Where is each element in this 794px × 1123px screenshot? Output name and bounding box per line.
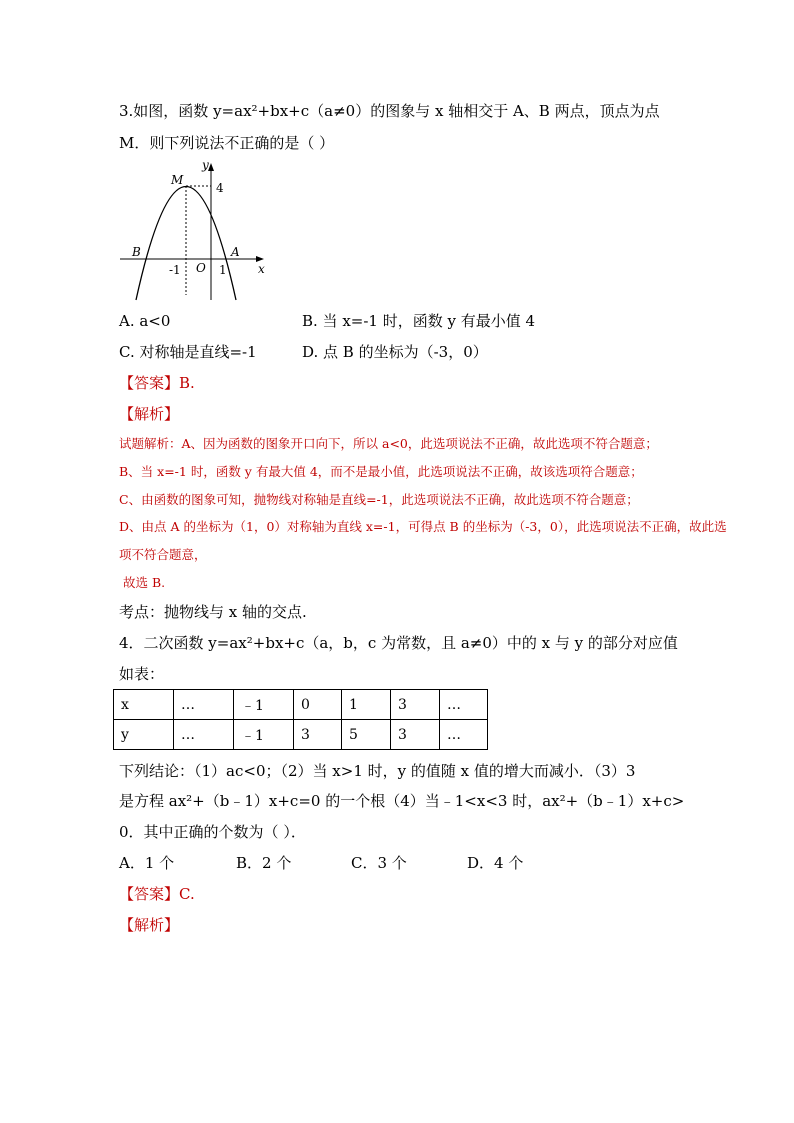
q4-conclusion-line3: 0．其中正确的个数为（ ）． <box>119 823 306 841</box>
answer-value: B. <box>179 374 195 392</box>
q3-analysis-line: 试题解析：A、因为函数的图象开口向下，所以 a<0，此选项说法不正确，故此选项不符合题意； <box>119 436 658 451</box>
q3-kaodian: 考点：抛物线与 x 轴的交点. <box>119 603 307 621</box>
origin-label: O <box>196 261 206 275</box>
table-cell: … <box>440 690 488 720</box>
q3-option-a: A. a<0 <box>119 312 171 330</box>
q3-option-b: B. 当 x=-1 时，函数 y 有最小值 4 <box>302 312 536 330</box>
q3-analysis-line: B、当 x=-1 时，函数 y 有最大值 4，而不是最小值，此选项说法不正确，故该选项符合题意； <box>119 464 643 479</box>
q3-analysis-tag: 【解析】 <box>119 405 180 423</box>
table-cell: … <box>440 720 488 750</box>
table-cell: 3 <box>294 720 342 750</box>
q3-stem-line1: 3.如图，函数 y=ax²+bx+c（a≠0）的图象与 x 轴相交于 A、B 两点，顶点为点 <box>119 102 660 120</box>
q4-conclusion-line2: 是方程 ax²+（b﹣1）x+c=0 的一个根（4）当﹣1<x<3 时，ax²+（b﹣1）x+c> <box>119 792 685 810</box>
y-four-label: 4 <box>216 181 224 195</box>
q4-stem-line1: 4．二次函数 y=ax²+bx+c（a，b，c 为常数，且 a≠0）中的 x 与 y 的部分对应值 <box>119 634 678 652</box>
q4-conclusion-line1: 下列结论：（1）ac<0；（2）当 x>1 时，y 的值随 x 值的增大而减小．（3）3 <box>119 762 636 780</box>
q4-option-a: A．1 个 <box>119 854 175 872</box>
q3-analysis-line: C、由函数的图象可知，抛物线对称轴是直线=-1，此选项说法不正确，故此选项不符合题意； <box>119 492 639 507</box>
q4-option-d: D．4 个 <box>467 854 524 872</box>
table-cell: 0 <box>294 690 342 720</box>
point-b-label: B <box>132 245 141 259</box>
table-cell: … <box>174 690 234 720</box>
table-row <box>114 720 488 750</box>
q3-analysis-line: 故选 B. <box>123 575 166 590</box>
table-cell: 3 <box>391 720 440 750</box>
table-cell: 5 <box>342 720 391 750</box>
x-one-label: 1 <box>219 263 227 277</box>
q3-option-d: D. 点 B 的坐标为（-3，0） <box>302 343 488 361</box>
answer-value: C. <box>179 885 195 903</box>
q3-analysis-line: 项不符合题意， <box>119 547 207 562</box>
y-axis-label: y <box>202 158 209 172</box>
q4-value-table <box>113 689 488 750</box>
x-axis-label: x <box>258 262 265 276</box>
table-cell: 3 <box>391 690 440 720</box>
table-cell: 1 <box>342 690 391 720</box>
q3-analysis-line: D、由点 A 的坐标为（1，0）对称轴为直线 x=-1，可得点 B 的坐标为（-3，0），此选项说法不正确，故此选 <box>119 519 727 534</box>
table-cell: … <box>174 720 234 750</box>
q4-option-b: B．2 个 <box>236 854 292 872</box>
table-cell: y <box>114 720 174 750</box>
point-a-label: A <box>231 245 240 259</box>
table-cell: x <box>114 690 174 720</box>
q3-stem-line2: M．则下列说法不正确的是（ ） <box>119 134 335 152</box>
q4-stem-line2: 如表： <box>119 665 165 683</box>
answer-tag: 【答案】 <box>119 374 180 392</box>
q3-parabola-figure <box>116 155 276 305</box>
table-cell: ﹣1 <box>234 720 294 750</box>
q4-analysis-tag: 【解析】 <box>119 916 180 934</box>
q3-option-c: C. 对称轴是直线=-1 <box>119 343 257 361</box>
answer-tag: 【答案】 <box>119 885 180 903</box>
q4-answer <box>119 884 195 904</box>
table-row <box>114 690 488 720</box>
q3-answer <box>119 373 195 393</box>
vertex-m-label: M <box>171 173 184 187</box>
y-axis-arrow <box>208 163 214 171</box>
table-cell: ﹣1 <box>234 690 294 720</box>
q4-option-c: C．3 个 <box>351 854 407 872</box>
x-neg1-label: -1 <box>169 263 181 277</box>
